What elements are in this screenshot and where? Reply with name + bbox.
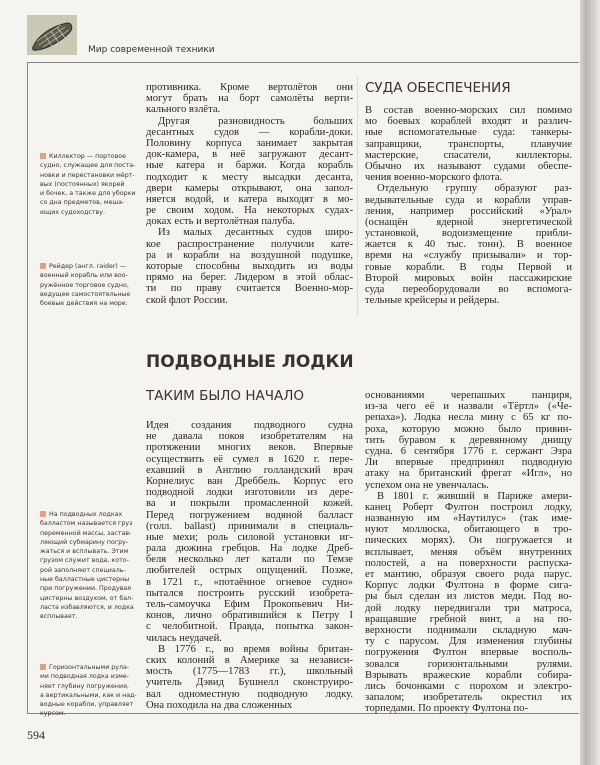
sidebar-note-raider <box>40 262 132 308</box>
text-line: док-камера, в неё загружают десант- <box>146 149 353 161</box>
text-line: тить буравом к деревянному днищу <box>365 434 572 446</box>
running-title: Мир современной техники <box>88 45 215 55</box>
note-text: военный корабль или воо- <box>40 272 128 280</box>
note-text: курсом. <box>40 710 66 718</box>
landing-ships-text <box>146 82 353 306</box>
note-text: балластом называется груз <box>40 520 133 528</box>
note-text: ляющий субмарину погру- <box>40 538 129 546</box>
text-line: дой лодку передвигали три матроса, <box>365 602 572 614</box>
text-line: ре своим ходом. На некоторых судах- <box>146 205 353 217</box>
text-line: двери камеры открывают, она запол- <box>146 182 353 194</box>
text-line: канец Роберт Фултон построил лодку, <box>365 501 572 513</box>
note-line <box>40 271 132 280</box>
text-line: тельные крейсеры и рейдеры. <box>365 295 500 307</box>
sidebar-note-killector <box>40 152 136 217</box>
text-line: пытался построить русский изобрета- <box>146 587 353 599</box>
note-line <box>40 171 135 180</box>
support-ships-heading: СУДА ОБЕСПЕЧЕНИЯ <box>365 80 511 96</box>
text-line: Перед погружением водяной балласт <box>146 509 353 521</box>
text-line: могут брать на борт самолёты верти- <box>146 93 353 105</box>
text-line: прямо на берег. Лидером в этой облас- <box>146 272 353 284</box>
note-text: ющих судоходству. <box>40 208 105 216</box>
note-line <box>40 299 132 308</box>
note-line <box>40 262 132 271</box>
text-line: чилась неудачей. <box>146 632 222 644</box>
text-line: ры был сделан из листов меди. Под во- <box>365 591 572 603</box>
text-line: подходит к месту высадки десанта, <box>146 171 353 183</box>
text-line: судна. 6 сентября 1776 г. сержант Эзра <box>365 445 572 457</box>
note-line <box>40 709 132 718</box>
text-line: репаха»). Лодка несла мину с 65 кг по- <box>365 412 572 424</box>
text-line: Ли впервые предпринял подводную <box>365 457 572 469</box>
text-line: из-за чего её и назвали «Тёртл» («Че- <box>365 401 572 413</box>
note-text: жаться и всплывать. Этим <box>40 548 129 556</box>
text-line: успехом она не увенчалась. <box>365 479 489 491</box>
text-line: в 1721 г., «потаённое огневое судно» <box>146 576 353 588</box>
note-text: ные балластные цистерны <box>40 576 130 584</box>
text-line: осуществить её сумел в 1620 г. пере- <box>146 453 353 465</box>
note-text: при погружении. Продувая <box>40 585 132 593</box>
text-line: Корнелиус ван Дреббель. Корпус его <box>146 475 353 487</box>
text-line: запалом; изобретатель окрестил их <box>365 692 572 704</box>
note-line <box>40 519 132 528</box>
note-text: вых (постоянных) якорей <box>40 180 125 188</box>
text-line: беля несколько лет катали по Темзе <box>146 554 353 566</box>
note-text: рой заполняют специаль- <box>40 566 126 574</box>
text-line: ской флот России. <box>146 294 228 306</box>
text-line: Взрывать вражеские корабли собира- <box>365 669 572 681</box>
text-line: вращавшие гребной винт, а на по- <box>365 613 572 625</box>
text-line: подводной лодки изготовили из дере- <box>146 487 353 499</box>
text-line: верхности поднимали складную мач- <box>365 624 572 636</box>
text-line: говые корабли. В годы Первой и <box>365 261 572 273</box>
note-line <box>40 547 132 556</box>
note-line <box>40 529 132 538</box>
text-line: ления, например российский «Урал» <box>365 205 572 217</box>
text-line: Обычно их называют судами обеспе- <box>365 160 572 172</box>
text-line: ведывательные суда и корабли управ- <box>365 194 572 206</box>
note-text: Рейдер (англ. raider) — <box>49 263 127 270</box>
note-text: переменной массы, застав- <box>40 529 132 537</box>
text-line: полостей, а на поверхности распуска- <box>365 557 572 569</box>
text-line: В 1776 г., во время войны британ- <box>158 643 353 655</box>
text-line: десантных судов — корабли-доки. <box>146 126 353 138</box>
text-line: время на «службу призывали» и тор- <box>365 250 572 262</box>
text-line: ту с парусом. Для изменения глубины <box>365 636 572 648</box>
note-line <box>40 612 132 621</box>
text-line: с челобитной. Правда, попытка закон- <box>146 621 353 633</box>
note-line <box>40 180 132 189</box>
text-line: В состав военно-морских сил помимо <box>365 105 572 116</box>
note-text: Киллектор — портовое <box>49 153 127 160</box>
text-line: не давала покоя изобретателям на <box>146 431 353 443</box>
note-text: Горизонтальными рула- <box>49 664 130 671</box>
note-text: со дна предметов, меша- <box>40 199 125 207</box>
note-line <box>40 556 132 565</box>
note-line <box>40 672 132 681</box>
text-line: ехавший в Англию голландский врач <box>146 464 353 476</box>
support-ships-text <box>365 105 572 306</box>
text-line: суда переоборудовали во вспомога- <box>365 284 572 295</box>
note-line <box>40 510 132 519</box>
note-line <box>40 691 137 700</box>
text-line: погружения Фултон впервые восполь- <box>365 647 572 659</box>
column-divider <box>357 76 358 316</box>
text-line: вал одноместную подводную лодку. <box>146 688 353 700</box>
page-edge <box>580 0 600 765</box>
note-line <box>40 594 132 603</box>
text-line: мость (1775—1783 гг.), школьный <box>146 666 353 678</box>
note-line <box>40 682 132 691</box>
square-bullet-icon <box>40 263 46 269</box>
text-line: ные мехи; роль силовой установки иг- <box>146 531 353 543</box>
square-bullet-icon <box>40 664 46 670</box>
text-line: жается к 40 тыс. тонн). В военное <box>365 239 572 251</box>
note-text: а вертикальными, как и над- <box>40 691 137 699</box>
text-line: названную им «Наутилус» (так име- <box>365 513 572 525</box>
note-text: боевые действия на море. <box>40 300 128 308</box>
note-line <box>40 566 132 575</box>
sidebar-note-ballast <box>40 510 132 622</box>
page-number: 594 <box>27 728 45 742</box>
note-text: ми подводная лодка изме- <box>40 673 130 681</box>
text-line: кального взлёта. <box>146 104 221 116</box>
text-line: Корпус лодки Фултона в форме сига- <box>365 580 572 592</box>
text-line: любителей острых ощущений. Позже, <box>146 565 353 577</box>
submarines-subheading: ТАКИМ БЫЛО НАЧАЛО <box>146 388 304 404</box>
text-line: Отдельную группу образуют раз- <box>377 183 572 195</box>
note-line <box>40 189 136 198</box>
text-line: нуют моллюска, обитающего в тро- <box>365 524 572 536</box>
text-line: Идея создания подводного судна <box>146 420 353 431</box>
text-line: лись бочонками с порохом и электро- <box>365 680 572 692</box>
text-line: атаку на британский фрегат «Игл», но <box>365 468 572 480</box>
note-text: цистерны воздухом, от бал- <box>40 594 134 602</box>
text-line: ва и покрыли промасленной кожей. <box>146 498 353 510</box>
note-line <box>40 603 132 612</box>
note-line <box>40 538 132 547</box>
text-line: торпедами. По проекту Фултона по- <box>365 703 528 715</box>
square-bullet-icon <box>40 511 46 517</box>
text-line: установкой, водоизмещение прибли- <box>365 228 572 240</box>
note-text: новки и перестановки мёрт- <box>40 171 135 179</box>
text-line: противника. Кроме вертолётов они <box>146 82 353 93</box>
note-text: и бочек, а также для уборки <box>40 190 136 198</box>
text-line: всплывает, меняя объём внутренних <box>365 546 572 558</box>
text-line: ра и корабли на воздушной подушке, <box>146 249 353 261</box>
text-line: Из малых десантных судов широ- <box>158 227 353 239</box>
text-line: тель-самоучка Ефим Прокопьевич Ни- <box>146 599 353 610</box>
submarines-left-text <box>146 420 353 711</box>
text-line: роха, которую можно было привин- <box>365 423 572 435</box>
note-text: грузом служит вода, кото- <box>40 557 129 565</box>
submarines-heading: ПОДВОДНЫЕ ЛОДКИ <box>146 352 354 372</box>
note-line <box>40 161 136 170</box>
submarines-right-text <box>365 390 572 714</box>
note-line <box>40 584 132 593</box>
text-line: ные вспомогательные суда: танкеры- <box>365 127 572 139</box>
ship-hull-icon <box>27 15 77 55</box>
text-line: (оснащён ядерной энергетической <box>365 216 572 228</box>
text-line: ные катера и баржи. Когда корабль <box>146 160 353 172</box>
text-line: зовался горизонтальными рулями. <box>365 658 572 670</box>
text-line: Половину корпуса занимает закрытая <box>146 137 353 149</box>
text-line: доках есть и вертолётная палуба. <box>146 216 296 228</box>
note-text: ружённое торговое судно, <box>40 281 129 289</box>
note-text: На подводных лодках <box>49 511 123 518</box>
note-line <box>40 208 132 217</box>
text-line: ти по праву считается Военно-мор- <box>146 283 353 295</box>
note-line <box>40 290 132 299</box>
note-line <box>40 198 132 207</box>
sidebar-note-rudders <box>40 663 137 719</box>
text-line: Она походила на два сложенных <box>146 699 293 711</box>
text-line: Второй мировых войн пассажирские <box>365 272 572 284</box>
text-line: чения военно-морского флота. <box>365 172 503 184</box>
text-line: кое распространение получили кате- <box>146 238 353 250</box>
note-text: водные корабли, управляет <box>40 701 134 709</box>
square-bullet-icon <box>40 153 46 159</box>
text-line: ских колоний в Америке за независи- <box>146 654 353 666</box>
text-line: няется водой, и катера выходят в мо- <box>146 193 353 205</box>
text-line: протяжении многих веков. Впервые <box>146 442 353 454</box>
note-text: няет глубину погружения, <box>40 682 129 690</box>
text-line: (голл. ballast) принимали в специаль- <box>146 520 353 532</box>
note-line <box>40 663 132 672</box>
text-line: конов, лично обратившийся к Петру I <box>146 610 353 622</box>
text-line: учитель Дэвид Бушнелл сконструиро- <box>146 677 353 689</box>
text-line: пических морях). Он погружается и <box>365 535 572 547</box>
text-line: основаниями черепашьих панциря, <box>365 390 572 401</box>
text-line: заправщики, транспорты, плавучие <box>365 138 572 150</box>
text-line: которые способны выходить из воды <box>146 261 353 272</box>
text-line: Другая разновидность больших <box>158 115 353 127</box>
note-line <box>40 152 132 161</box>
note-text: судно, служащее для поста- <box>40 162 136 170</box>
note-text: всплывает. <box>40 613 78 621</box>
text-line: мастерские, спасатели, киллекторы. <box>365 149 572 161</box>
text-line: ет мантию, образуя своего рода парус. <box>365 569 572 580</box>
note-text: ведущее самостоятельные <box>40 290 131 298</box>
note-text: ласта избавляются, и лодка <box>40 603 134 611</box>
text-line: мо боевых кораблей входят и различ- <box>365 116 572 128</box>
text-line: рала дюжина гребцов. На лодке Дреб- <box>146 543 353 555</box>
text-line: В 1801 г. живший в Париже амери- <box>377 490 572 502</box>
note-line <box>40 281 132 290</box>
note-line <box>40 700 132 709</box>
note-line <box>40 575 132 584</box>
